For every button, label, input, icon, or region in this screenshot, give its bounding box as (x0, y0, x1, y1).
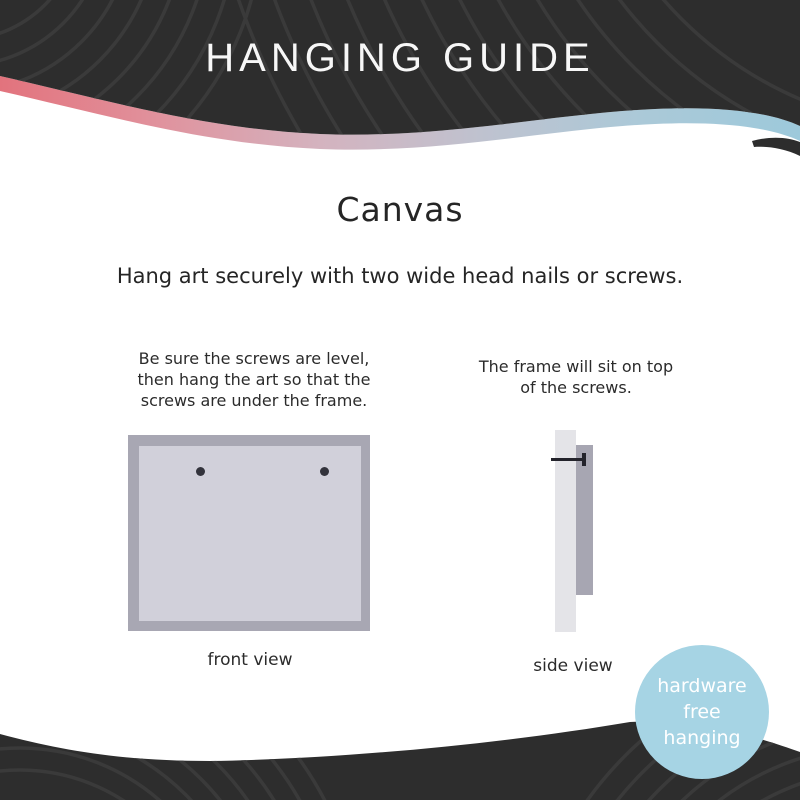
header-wave-graphic (0, 0, 800, 170)
side-view-instructions (460, 356, 692, 398)
front-view-caption: front view (207, 650, 293, 670)
front-instruction-line: then hang the art so that the (137, 370, 371, 389)
nail-head-icon (582, 453, 586, 466)
badge-line: hanging (663, 727, 741, 749)
front-view-canvas-surface (139, 446, 361, 621)
side-instruction-line: The frame will sit on top (478, 357, 674, 376)
product-name-heading: Canvas (336, 190, 464, 229)
side-view-frame-bar (576, 445, 593, 595)
front-view-instructions (110, 348, 398, 411)
intro-subtitle: Hang art securely with two wide head nails or screws. (116, 264, 684, 288)
badge-line: hardware (657, 675, 747, 697)
nail-shaft-icon (551, 458, 585, 461)
screw-dot-left (196, 467, 205, 476)
front-view-frame-illustration (128, 435, 370, 631)
front-instruction-line: screws are under the frame. (140, 391, 368, 410)
header-corner-shadow (752, 138, 800, 156)
badge-line: free (683, 701, 721, 723)
front-instruction-line: Be sure the screws are level, (138, 349, 370, 368)
page-title: HANGING GUIDE (205, 36, 595, 80)
screw-dot-right (320, 467, 329, 476)
hardware-free-hanging-badge (635, 645, 769, 779)
side-instruction-line: of the screws. (520, 378, 632, 397)
side-view-caption: side view (533, 656, 613, 676)
